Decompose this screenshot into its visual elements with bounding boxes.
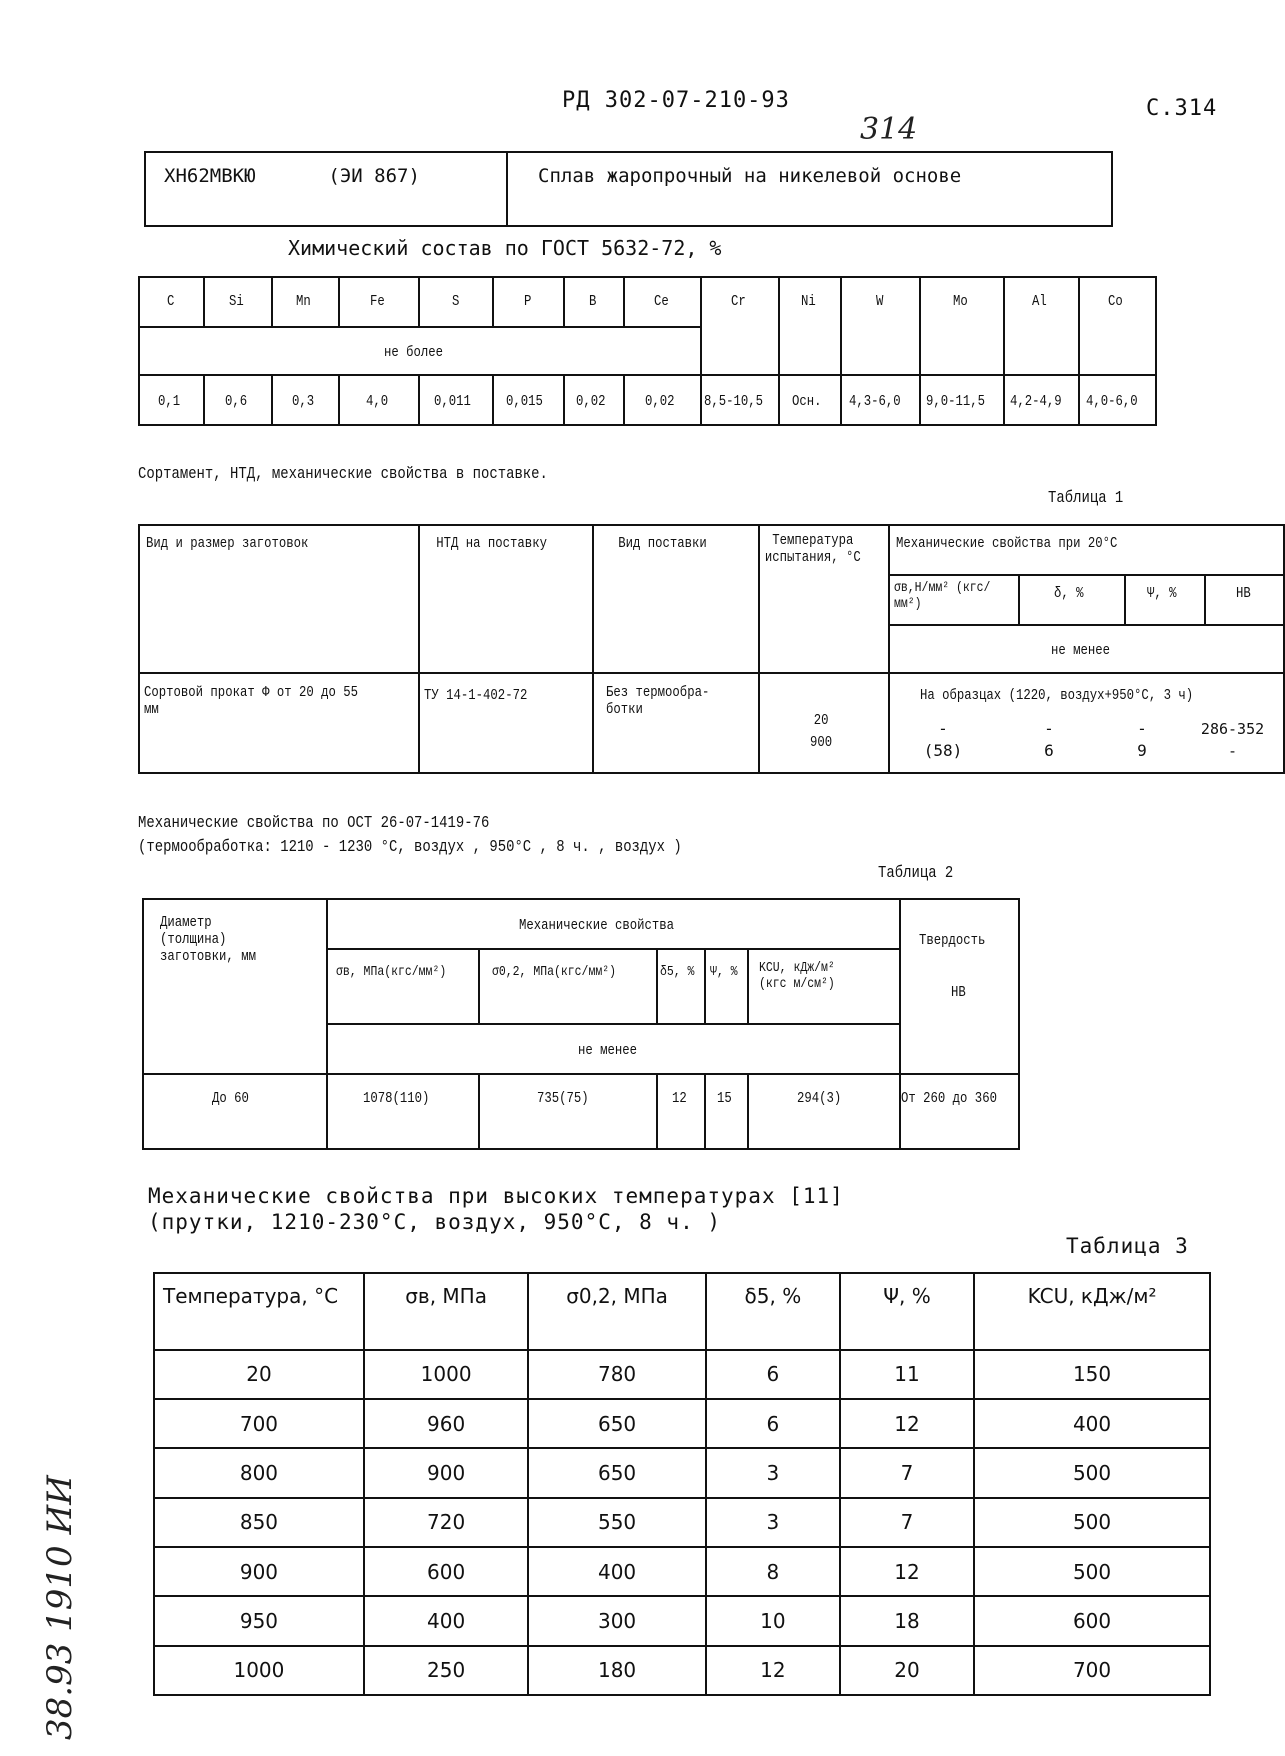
- t3-row: [154, 1547, 1210, 1596]
- t3-cell: 950: [239, 1608, 279, 1633]
- t3-cell: 3: [766, 1510, 780, 1535]
- t3-cell: 1000: [233, 1658, 285, 1683]
- t3-cell: 10: [760, 1608, 786, 1633]
- alloy-grade: ХН62МВКЮ: [164, 165, 256, 187]
- t3-label: Таблица 3: [1066, 1234, 1189, 1258]
- t2-header-s02: σ0,2, МПа(кгс/мм²): [492, 964, 617, 981]
- t3-cell: 780: [597, 1362, 637, 1387]
- t1-row-supply: Без термообра- ботки: [606, 684, 710, 718]
- t1-delta-900: 6: [1044, 741, 1054, 760]
- t3-header-2: σ0,2, МПа: [566, 1284, 668, 1308]
- t3-cell: 650: [597, 1460, 637, 1485]
- chem-value-w: 4,3-6,0: [849, 393, 901, 410]
- t3-row: [154, 1498, 1210, 1547]
- chem-header-w: W: [876, 293, 884, 310]
- t3-cell: 180: [597, 1658, 637, 1683]
- t1-header-temp: Температура испытания, °С: [764, 532, 861, 566]
- t2-header-min: не менее: [577, 1042, 637, 1060]
- t1-header-hb: НВ: [1235, 585, 1251, 602]
- chem-table: [138, 276, 1157, 426]
- t2-header-sb: σв, МПа(кгс/мм²): [336, 964, 447, 981]
- t3-cell: 6: [766, 1411, 780, 1436]
- t1-header-kind: Вид и размер заготовок: [146, 535, 309, 552]
- table-1: [138, 524, 1285, 774]
- t2-header-hb: НВ: [950, 984, 966, 1001]
- t3-cell: 8: [766, 1559, 780, 1584]
- t1-caption: Сортамент, НТД, механические свойства в поставке.: [138, 465, 548, 484]
- t3-header-1: σв, МПа: [405, 1284, 487, 1308]
- t2-header-psi: Ψ, %: [709, 964, 738, 981]
- t2-header-hard: Твердость: [919, 932, 986, 949]
- chem-value-b: 0,02: [575, 393, 606, 410]
- chem-header-s: S: [451, 293, 460, 310]
- t3-cell: 250: [427, 1658, 466, 1683]
- t3-cell: 850: [239, 1510, 279, 1535]
- page-number: С.314: [1146, 96, 1218, 121]
- t3-cell: 7: [900, 1460, 914, 1485]
- t1-header-min: не менее: [1050, 642, 1110, 659]
- t3-cell: 11: [894, 1362, 920, 1387]
- t3-row: [154, 1646, 1210, 1695]
- chem-value-mn: 0,3: [291, 393, 314, 410]
- t3-cell: 300: [597, 1608, 637, 1633]
- t3-cell: 6: [766, 1362, 780, 1387]
- table-2: [142, 898, 1020, 1150]
- t3-header-3: δ5, %: [744, 1284, 802, 1308]
- t2-cell-2: 735(75): [536, 1090, 589, 1108]
- chem-value-mo: 9,0-11,5: [925, 393, 985, 410]
- chem-header-p: P: [523, 293, 532, 310]
- t3-header-0: Температура, °С: [163, 1284, 339, 1308]
- t3-cell: 12: [894, 1411, 920, 1436]
- chem-header-ni: Ni: [801, 293, 816, 310]
- t3-cell: 700: [1072, 1658, 1112, 1683]
- t2-cell-6: От 260 до 360: [901, 1090, 998, 1108]
- t2-header-mech: Механические свойства: [519, 917, 675, 934]
- t1-hb-20: 286-352: [1200, 720, 1265, 738]
- t3-cell: 900: [427, 1460, 466, 1485]
- t1-header-supply: Вид поставки: [618, 535, 707, 552]
- chem-value-al: 4,2-4,9: [1009, 393, 1062, 410]
- t3-cell: 3: [766, 1460, 780, 1485]
- chem-header-c: C: [167, 293, 175, 310]
- title-box: [144, 151, 1113, 227]
- t3-cell: 7: [900, 1510, 914, 1535]
- alloy-alt-grade: (ЭИ 867): [328, 165, 420, 187]
- t3-cell: 18: [894, 1608, 920, 1633]
- t1-hb-900: -: [1228, 742, 1238, 760]
- t2-cell-3: 12: [671, 1090, 687, 1108]
- chem-value-p: 0,015: [505, 393, 543, 410]
- t3-cell: 500: [1072, 1510, 1112, 1535]
- t1-sigma-20: -: [938, 719, 948, 738]
- t3-cell: 700: [239, 1411, 279, 1436]
- t1-row-kind: Сортовой прокат Ф от 20 до 55 мм: [144, 684, 359, 718]
- t1-header-delta: δ, %: [1053, 585, 1084, 602]
- t1-header-psi: Ψ, %: [1146, 585, 1177, 602]
- chem-header-ce: Ce: [653, 293, 669, 310]
- t3-cell: 500: [1072, 1559, 1112, 1584]
- margin-handwritten-note: 38.93 1910 ИИ: [40, 1475, 80, 1740]
- t1-row-temp-20: 20: [814, 712, 829, 729]
- t3-cell: 600: [1072, 1608, 1112, 1633]
- table-3: [153, 1272, 1211, 1696]
- t3-caption-1: Механические свойства при высоких температурах [11]: [148, 1184, 844, 1208]
- t3-row: [154, 1350, 1210, 1399]
- t2-cell-5: 294(3): [797, 1090, 842, 1108]
- t3-cell: 550: [597, 1510, 637, 1535]
- t3-cell: 12: [894, 1559, 920, 1584]
- t3-cell: 20: [894, 1658, 920, 1683]
- t1-row-note: На образцах (1220, воздух+950°С, 3 ч): [920, 687, 1194, 704]
- t3-cell: 600: [427, 1559, 466, 1584]
- t2-caption-2: (термообработка: 1210 - 1230 °С, воздух , 950°С , 8 ч. , воздух ): [138, 838, 682, 857]
- chem-value-c: 0,1: [158, 393, 181, 410]
- t3-cell: 12: [760, 1658, 786, 1683]
- t3-cell: 960: [427, 1411, 466, 1436]
- t3-cell: 900: [239, 1559, 279, 1584]
- t1-psi-900: 9: [1137, 741, 1147, 760]
- chem-header-si: Si: [229, 293, 244, 310]
- t3-header-5: KCU, кДж/м²: [1027, 1284, 1157, 1308]
- chem-value-si: 0,6: [224, 393, 247, 410]
- t2-header-d5: δ5, %: [659, 964, 695, 981]
- t1-header-mech: Механические свойства при 20°С: [896, 535, 1118, 552]
- t3-cell: 400: [597, 1559, 637, 1584]
- chem-value-co: 4,0-6,0: [1085, 393, 1138, 410]
- chem-header-b: B: [589, 293, 597, 310]
- chem-value-fe: 4,0: [365, 393, 388, 410]
- t3-cell: 150: [1072, 1362, 1112, 1387]
- document-code: РД 302-07-210-93: [562, 88, 790, 113]
- t1-sigma-900: (58): [923, 741, 963, 760]
- chem-header-co: Co: [1108, 293, 1124, 310]
- t1-row-temp-900: 900: [810, 734, 833, 751]
- t2-label: Таблица 2: [878, 864, 954, 883]
- t3-row: [154, 1399, 1210, 1448]
- t3-caption-2: (прутки, 1210-230°С, воздух, 950°С, 8 ч. ): [148, 1210, 722, 1234]
- t2-header-diam: Диаметр (толщина) заготовки, мм: [160, 914, 256, 965]
- t1-header-ntd: НТД на поставку: [436, 535, 547, 552]
- t3-cell: 650: [597, 1411, 637, 1436]
- t3-cell: 1000: [420, 1362, 472, 1387]
- chem-header-fe: Fe: [370, 293, 385, 310]
- t3-row: [154, 1596, 1210, 1645]
- t1-row-ntd: ТУ 14-1-402-72: [424, 687, 528, 704]
- t1-delta-20: -: [1044, 719, 1054, 738]
- chem-value-ni: Осн.: [792, 393, 822, 410]
- t2-cell-1: 1078(110): [362, 1090, 430, 1108]
- t3-header-4: Ψ, %: [883, 1284, 931, 1308]
- chem-header-mo: Mo: [952, 293, 968, 310]
- t2-cell-4: 15: [717, 1090, 733, 1108]
- t3-row: [154, 1448, 1210, 1497]
- t2-cell-0: До 60: [212, 1090, 250, 1108]
- alloy-description: Сплав жаропрочный на никелевой основе: [507, 152, 1112, 226]
- t3-cell: 720: [427, 1510, 466, 1535]
- chem-value-s: 0,011: [433, 393, 471, 410]
- chem-header-mn: Mn: [296, 293, 312, 310]
- t3-cell: 800: [239, 1460, 279, 1485]
- t2-caption-1: Механические свойства по ОСТ 26-07-1419-76: [138, 814, 490, 833]
- chem-value-cr: 8,5-10,5: [704, 393, 764, 410]
- t1-psi-20: -: [1137, 719, 1147, 738]
- handwritten-page-number: 314: [860, 112, 918, 147]
- chem-header-cr: Cr: [731, 293, 746, 310]
- t3-cell: 20: [246, 1362, 272, 1387]
- chem-value-ce: 0,02: [644, 393, 675, 410]
- t3-cell: 400: [427, 1608, 466, 1633]
- chem-caption: Химический состав по ГОСТ 5632-72, %: [288, 236, 722, 260]
- chem-limit-note: не более: [384, 344, 444, 361]
- t2-header-kcu: KCU, кДж/м² (кгс м/см²): [759, 960, 836, 993]
- t3-cell: 500: [1072, 1460, 1112, 1485]
- chem-header-al: Al: [1032, 293, 1047, 310]
- t1-label: Таблица 1: [1048, 489, 1124, 508]
- t3-cell: 400: [1072, 1411, 1112, 1436]
- t1-header-sigma: σв,Н/мм² (кгс/мм²): [894, 580, 991, 612]
